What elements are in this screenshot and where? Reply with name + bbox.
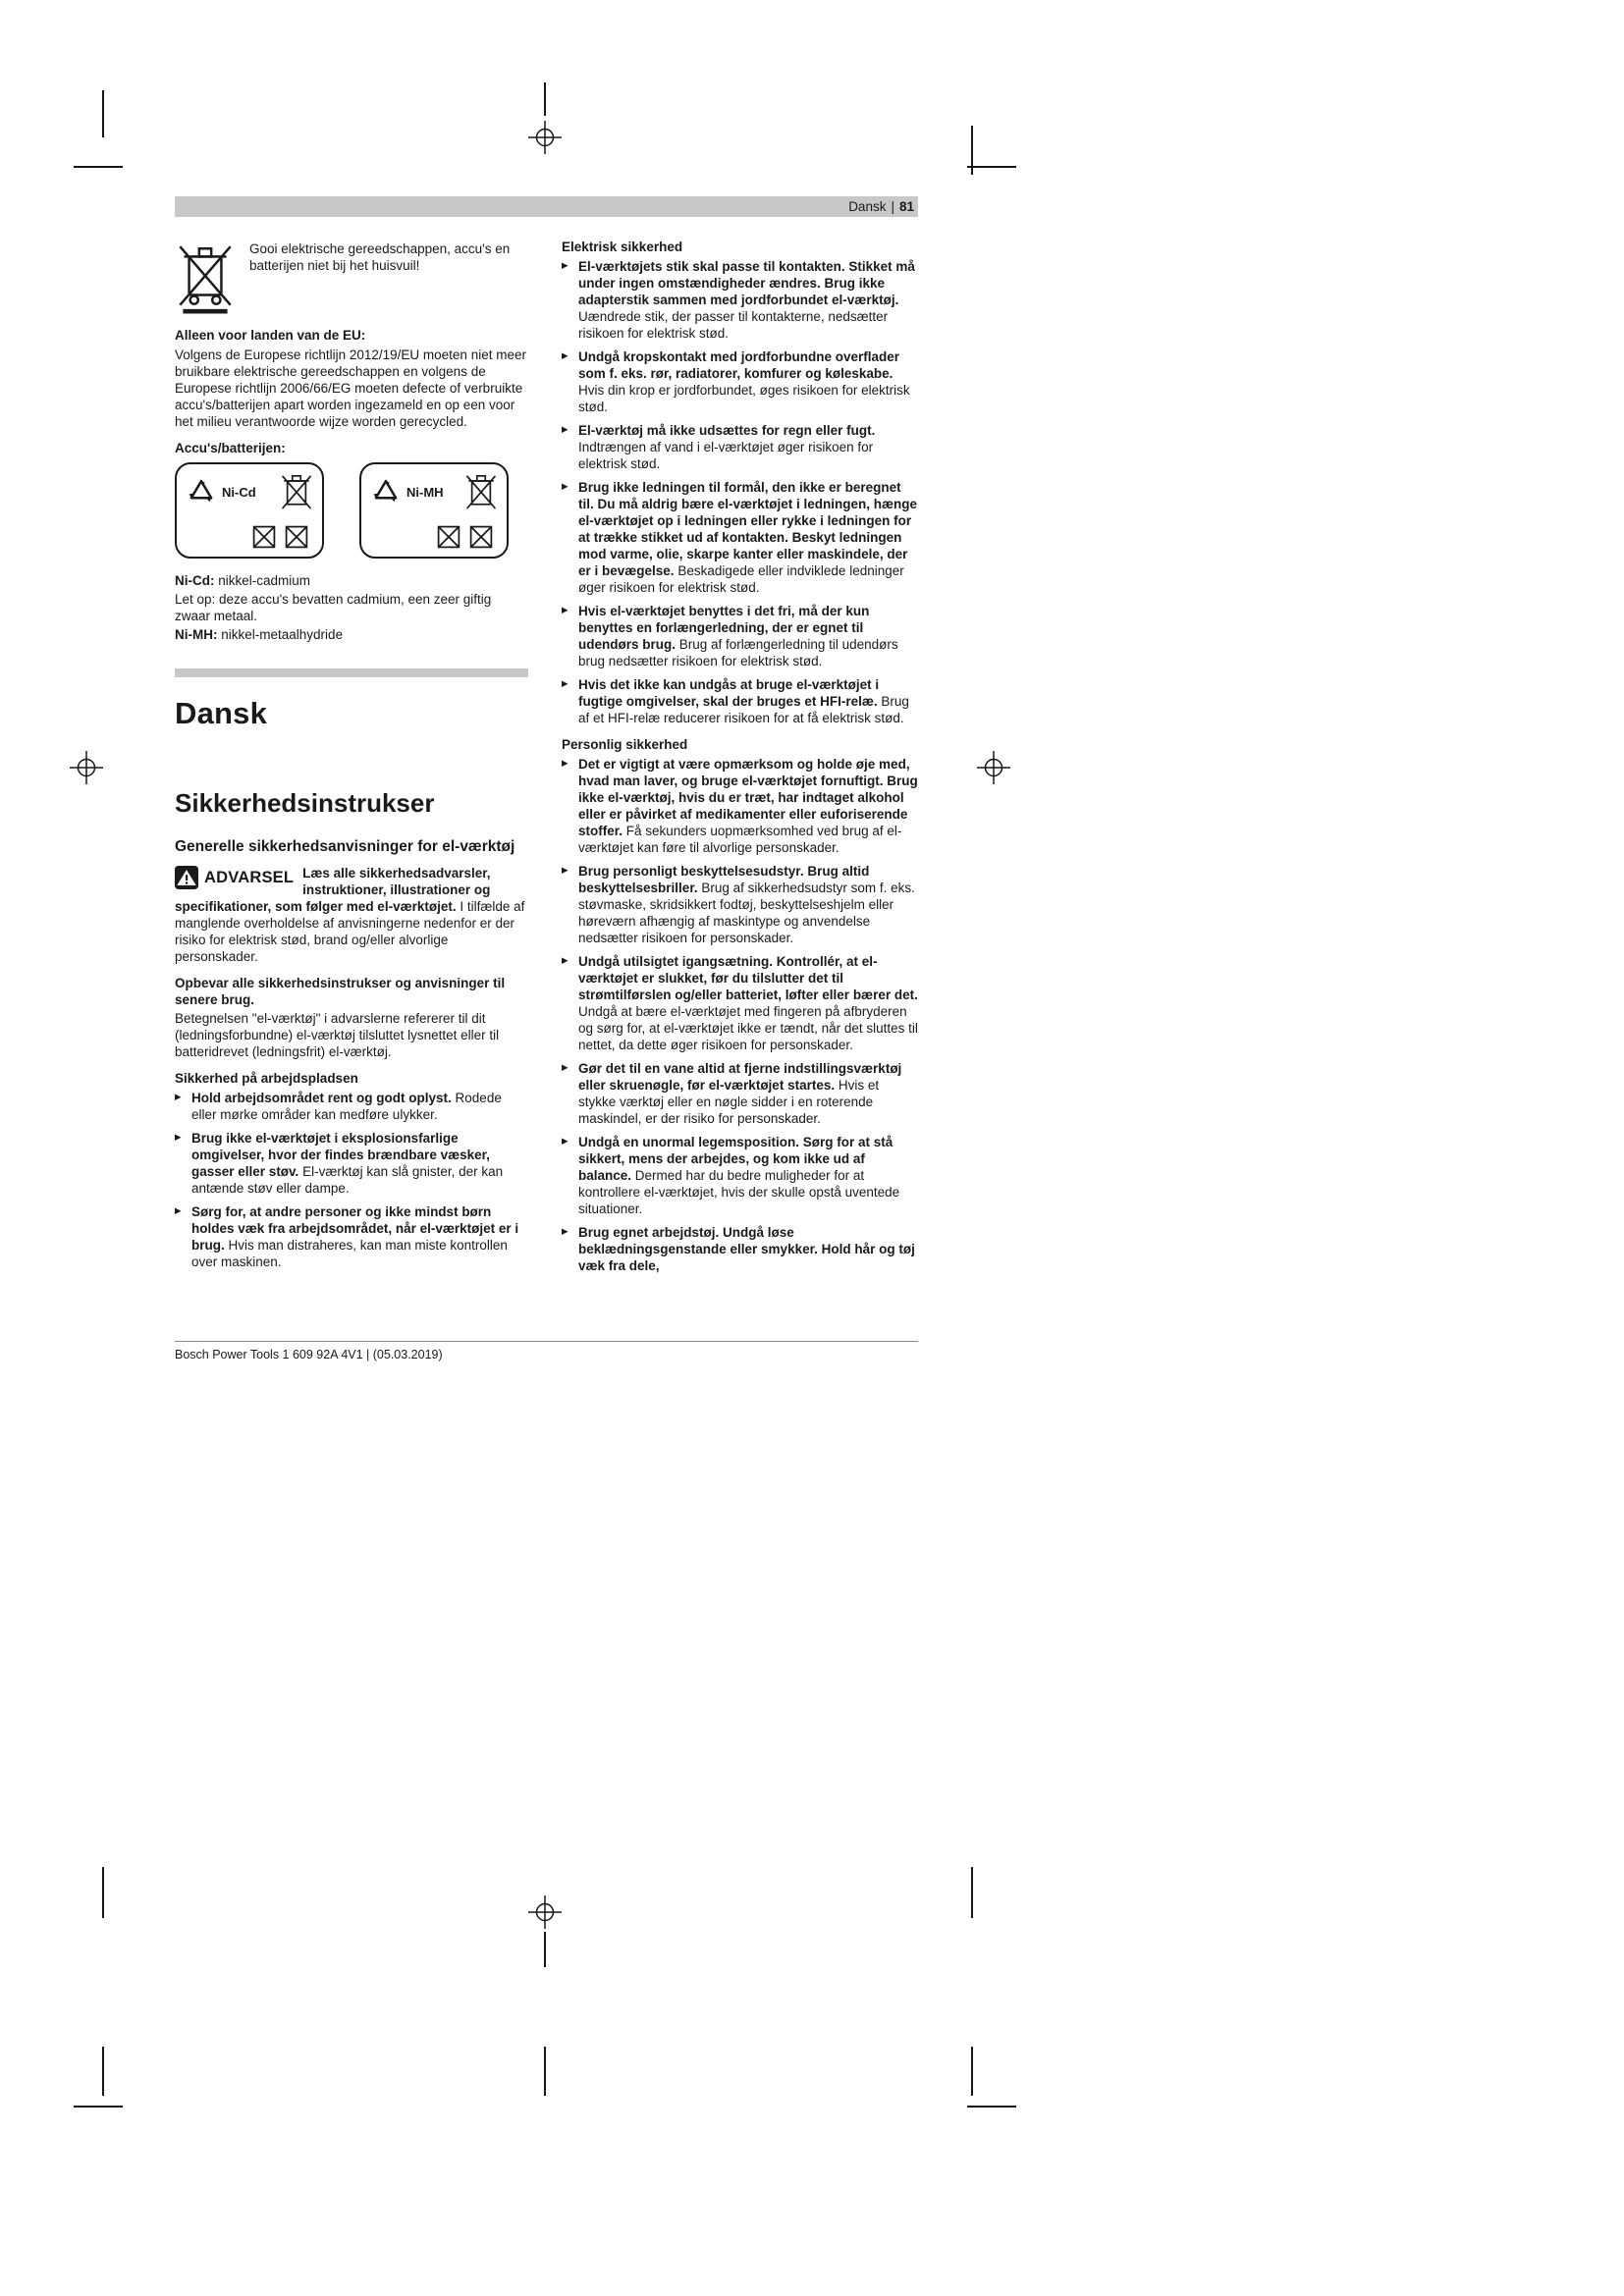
safety-item-bold: Undgå kropskontakt med jordforbundne overflader som f. eks. rør, radiatorer, komfurer og køleskabe.	[578, 349, 900, 381]
personal-safety-list	[562, 756, 918, 1274]
safety-list-item	[562, 1134, 918, 1217]
right-column	[562, 239, 918, 1281]
bullet-arrow-icon	[562, 1227, 568, 1238]
header-separator: |	[891, 199, 894, 214]
safety-item-text	[191, 1091, 502, 1122]
crop-mark	[102, 90, 104, 137]
battery-symbol-box	[359, 462, 509, 559]
nimh-definition-line	[175, 626, 528, 643]
crop-mark	[544, 82, 546, 116]
crossed-wheeled-bin-icon	[175, 240, 236, 315]
header-language: Dansk	[848, 199, 887, 214]
safety-item-text	[578, 757, 918, 855]
safety-item-bold: Sørg for, at andre personer og ikke mindst børn holdes væk fra arbejdsområdet, når el-værktøjet er i brug.	[191, 1204, 519, 1253]
safety-item-bold: Det er vigtigt at være opmærksom og holde øje med, hvad man laver, og bruge el-værktøjet fornuftigt. Brug ikke el-værktøj, hvis du er træt, har indtaget alkohol eller er påvirket af medikamenter eller euforiserende stoffer.	[578, 757, 918, 838]
safety-list-item	[175, 1130, 528, 1197]
crop-mark	[967, 166, 1016, 168]
crossed-box-icon	[436, 524, 461, 550]
battery-symbols	[175, 462, 528, 559]
electrical-heading: Elektrisk sikkerhed	[562, 240, 683, 254]
safety-item-normal: Få sekunders uopmærksomhed ved brug af el-værktøjet kan føre til alvorlige personskader.	[578, 824, 902, 855]
registration-mark-icon	[976, 750, 1011, 785]
warning-bold-text: Læs alle sikkerhedsadvarsler, instruktioner, illustrationer og specifikationer, som følger med el-værktøjet.	[175, 866, 491, 914]
safety-item-text	[578, 1135, 899, 1216]
crop-mark	[74, 2106, 123, 2108]
safety-item-text	[578, 480, 917, 595]
safety-item-text	[578, 604, 898, 668]
battery-symbol-top	[370, 471, 498, 512]
eu-heading: Alleen voor landen van de EU:	[175, 328, 366, 343]
safety-list-item	[562, 863, 918, 946]
eu-paragraph: Volgens de Europese richtlijn 2012/19/EU moeten niet meer bruikbare elektrische gereedschappen en volgens de Europese richtlijn 2006/66/EG moeten defecte of verbruikte accu's/batterijen apart worden ingezameld en op een voor het milieu verantwoorde wijze worden gerecycled.	[175, 347, 526, 429]
bullet-arrow-icon	[175, 1206, 182, 1217]
registration-mark-icon	[69, 750, 104, 785]
safety-list-item	[562, 603, 918, 669]
keep-instructions-bold-text: Opbevar alle sikkerhedsinstrukser og anvisninger til senere brug.	[175, 976, 506, 1007]
bullet-arrow-icon	[562, 759, 568, 770]
safety-item-normal: Brug af forlængerledning til udendørs brug nedsætter risikoen for elektrisk stød.	[578, 637, 898, 668]
bullet-arrow-icon	[562, 351, 568, 362]
language-title: Dansk	[175, 696, 268, 730]
battery-symbol-bottom	[370, 524, 498, 550]
safety-item-text	[578, 423, 875, 471]
crop-mark	[971, 2047, 973, 2096]
keep-instructions-bold	[175, 975, 528, 1008]
warning-badge	[175, 866, 294, 889]
crop-mark	[544, 1932, 546, 1967]
electrical-safety-list	[562, 258, 918, 726]
safety-list-item	[562, 422, 918, 472]
safety-list-item	[562, 953, 918, 1053]
warning-triangle-icon	[175, 866, 198, 889]
bullet-arrow-icon	[562, 866, 568, 877]
safety-list-item	[562, 258, 918, 342]
warning-normal-text: I tilfælde af manglende overholdelse af anvisningerne nedenfor er der risiko for elektrisk stød, brand og/eller alvorlige personskader.	[175, 899, 525, 964]
recycle-icon	[370, 478, 402, 506]
battery-chemistry-label: Ni-Cd	[222, 484, 256, 500]
battery-symbol-top	[186, 471, 313, 512]
nimh-term: Ni-MH:	[175, 627, 218, 642]
crop-mark	[102, 1867, 104, 1918]
safety-item-normal: El-værktøj kan slå gnister, der kan antænde støv eller dampe.	[191, 1164, 504, 1196]
bullet-arrow-icon	[175, 1093, 182, 1103]
registration-mark-icon	[527, 1895, 563, 1930]
bullet-arrow-icon	[175, 1133, 182, 1144]
bullet-arrow-icon	[562, 956, 568, 967]
safety-item-normal: Hvis et stykke værktøj eller en nøgle sidder i en roterende maskindel, er der risiko for personskader.	[578, 1078, 880, 1126]
nimh-definition: nikkel-metaalhydride	[221, 627, 344, 642]
safety-item-text	[578, 349, 910, 414]
safety-item-normal: Dermed har du bedre muligheder for at kontrollere el-værktøjet, hvis der skulle opstå uventede situationer.	[578, 1168, 900, 1216]
page-header-bar	[175, 196, 918, 217]
nicd-term: Ni-Cd:	[175, 573, 215, 588]
safety-item-normal: Brug af sikkerhedsudstyr som f. eks. støvmaske, skridsikkert fodtøj, beskyttelseshjelm eller høreværn afhængig af maskintype og anvendelse nedsætter risikoen for personskader.	[578, 881, 915, 945]
safety-item-bold: Undgå en unormal legemsposition. Sørg for at stå sikkert, mens der arbejdes, og kom ikke ud af balance.	[578, 1135, 893, 1183]
section-title: Sikkerhedsinstrukser	[175, 788, 435, 818]
safety-item-normal: Brug af et HFI-relæ reducerer risikoen for at få elektrisk stød.	[578, 694, 909, 725]
header-page-number: 81	[898, 199, 914, 214]
disposal-note-block	[175, 239, 528, 315]
bullet-arrow-icon	[562, 679, 568, 690]
bullet-arrow-icon	[562, 482, 568, 493]
crop-mark	[967, 2106, 1016, 2108]
safety-item-bold: Brug ikke el-værktøjet i eksplosionsfarlige omgivelser, hvor der findes brændbare væsker, gasser eller støv.	[191, 1131, 490, 1179]
bullet-arrow-icon	[562, 1063, 568, 1074]
bullet-arrow-icon	[562, 606, 568, 616]
battery-symbol-bottom	[186, 524, 313, 550]
cadmium-note: Let op: deze accu's bevatten cadmium, een zeer giftig zwaar metaal.	[175, 592, 492, 623]
personal-heading: Personlig sikkerhed	[562, 737, 688, 752]
safety-item-normal: Indtrængen af vand i el-værktøjet øger risikoen for elektrisk stød.	[578, 440, 874, 471]
crossed-box-icon	[468, 524, 494, 550]
safety-item-bold: Brug egnet arbejdstøj. Undgå løse beklædningsgenstande eller smykker. Hold hår og tøj væk fra dele,	[578, 1225, 915, 1273]
safety-item-normal: Uændrede stik, der passer til kontakterne, nedsætter risikoen for elektrisk stød.	[578, 309, 889, 341]
workplace-heading: Sikkerhed på arbejdspladsen	[175, 1071, 358, 1086]
safety-item-bold: Undgå utilsigtet igangsætning. Kontrollér, at el-værktøjet er slukket, før du tilslutter det til strømtilførslen og/eller batteriet, løfter eller bærer det.	[578, 954, 918, 1002]
disposal-note-text: Gooi elektrische gereedschappen, accu's en batterijen niet bij het huisvuil!	[249, 241, 511, 273]
battery-chemistry-label: Ni-MH	[406, 484, 444, 500]
general-safety-heading: Generelle sikkerhedsanvisninger for el-værktøj	[175, 838, 515, 855]
safety-list-item	[562, 756, 918, 856]
safety-item-text	[578, 864, 915, 945]
safety-item-normal: Hvis man distraheres, kan man miste kontrollen over maskinen.	[191, 1238, 508, 1269]
safety-item-text	[578, 1225, 915, 1273]
safety-list-item	[562, 479, 918, 596]
safety-list-item	[562, 676, 918, 726]
safety-item-normal: Rodede eller mørke områder kan medføre ulykker.	[191, 1091, 502, 1122]
safety-item-text	[578, 954, 918, 1052]
battery-symbol-box	[175, 462, 324, 559]
safety-item-bold: Hvis el-værktøjet benyttes i det fri, må der kun benyttes en forlængerledning, der er egnet til udendørs brug.	[578, 604, 870, 652]
safety-list-item	[175, 1090, 528, 1123]
bullet-arrow-icon	[562, 425, 568, 436]
crop-mark	[102, 2047, 104, 2096]
keep-instructions-normal: Betegnelsen "el-værktøj" i advarslerne refererer til dit (ledningsforbundne) el-værktøj tilsluttet lysnettet eller til batteridrevet (ledningsfrit) el-værktøj.	[175, 1011, 500, 1059]
crop-mark	[971, 126, 973, 175]
registration-mark-icon	[527, 120, 563, 155]
safety-list-item	[562, 1224, 918, 1274]
section-divider	[175, 668, 528, 677]
safety-item-bold: El-værktøj må ikke udsættes for regn eller fugt.	[578, 423, 876, 438]
crossed-bin-icon	[464, 471, 498, 512]
recycle-icon	[186, 478, 217, 506]
safety-item-bold: El-værktøjets stik skal passe til kontakten. Stikket må under ingen omstændigheder ændres. Brug ikke adapterstik sammen med jordforbundet el-værktøj.	[578, 259, 915, 307]
safety-item-text	[578, 677, 909, 725]
safety-item-normal: Undgå at bære el-værktøjet med fingeren på afbryderen og sørg for, at el-værktøjet ikke er tændt, når det sluttes til nettet, da dette øger risikoen for personskader.	[578, 1004, 918, 1052]
page-footer	[175, 1341, 918, 1362]
warning-label: ADVARSEL	[204, 868, 295, 886]
crop-mark	[544, 2047, 546, 2096]
safety-item-bold: Brug ikke ledningen til formål, den ikke er beregnet til. Du må aldrig bære el-værktøjet i ledningen, hænge el-værktøjet op i ledningen eller rykke i ledningen for at trække stikket ud af kontakten. Beskyt ledningen mod varme, olie, skarpe kanter eller maskindele, der er i bevægelse.	[578, 480, 918, 578]
safety-item-text	[578, 1061, 901, 1126]
safety-item-normal: Beskadigede eller indviklede ledninger øger risikoen for elektrisk stød.	[578, 563, 904, 595]
safety-list-item	[175, 1203, 528, 1270]
safety-item-bold: Brug personligt beskyttelsesudstyr. Brug altid beskyttelsesbriller.	[578, 864, 870, 895]
bullet-arrow-icon	[562, 261, 568, 272]
warning-paragraph	[175, 865, 528, 965]
crossed-box-icon	[251, 524, 277, 550]
crossed-bin-icon	[280, 471, 313, 512]
safety-item-normal: Hvis din krop er jordforbundet, øges risikoen for elektrisk stød.	[578, 383, 910, 414]
safety-item-bold: Gør det til en vane altid at fjerne indstillingsværktøj eller skruenøgle, før el-værktøjet startes.	[578, 1061, 902, 1093]
safety-item-text	[578, 259, 915, 341]
safety-item-bold: Hold arbejdsområdet rent og godt oplyst.	[191, 1091, 452, 1105]
bullet-arrow-icon	[562, 1137, 568, 1148]
workplace-safety-list	[175, 1090, 528, 1270]
crossed-box-icon	[284, 524, 309, 550]
crop-mark	[971, 1867, 973, 1918]
safety-list-item	[562, 348, 918, 415]
nicd-definition: nikkel-cadmium	[218, 573, 311, 588]
safety-item-text	[191, 1131, 503, 1196]
nicd-definition-line	[175, 572, 528, 589]
battery-heading: Accu's/batterijen:	[175, 441, 286, 455]
safety-list-item	[562, 1060, 918, 1127]
footer-text: Bosch Power Tools 1 609 92A 4V1 | (05.03.2019)	[175, 1348, 443, 1362]
left-column	[175, 239, 528, 1281]
safety-item-bold: Hvis det ikke kan undgås at bruge el-værktøjet i fugtige omgivelser, skal der bruges et HFI-relæ.	[578, 677, 880, 709]
page-content	[175, 239, 918, 1281]
safety-item-text	[191, 1204, 518, 1269]
crop-mark	[74, 166, 123, 168]
